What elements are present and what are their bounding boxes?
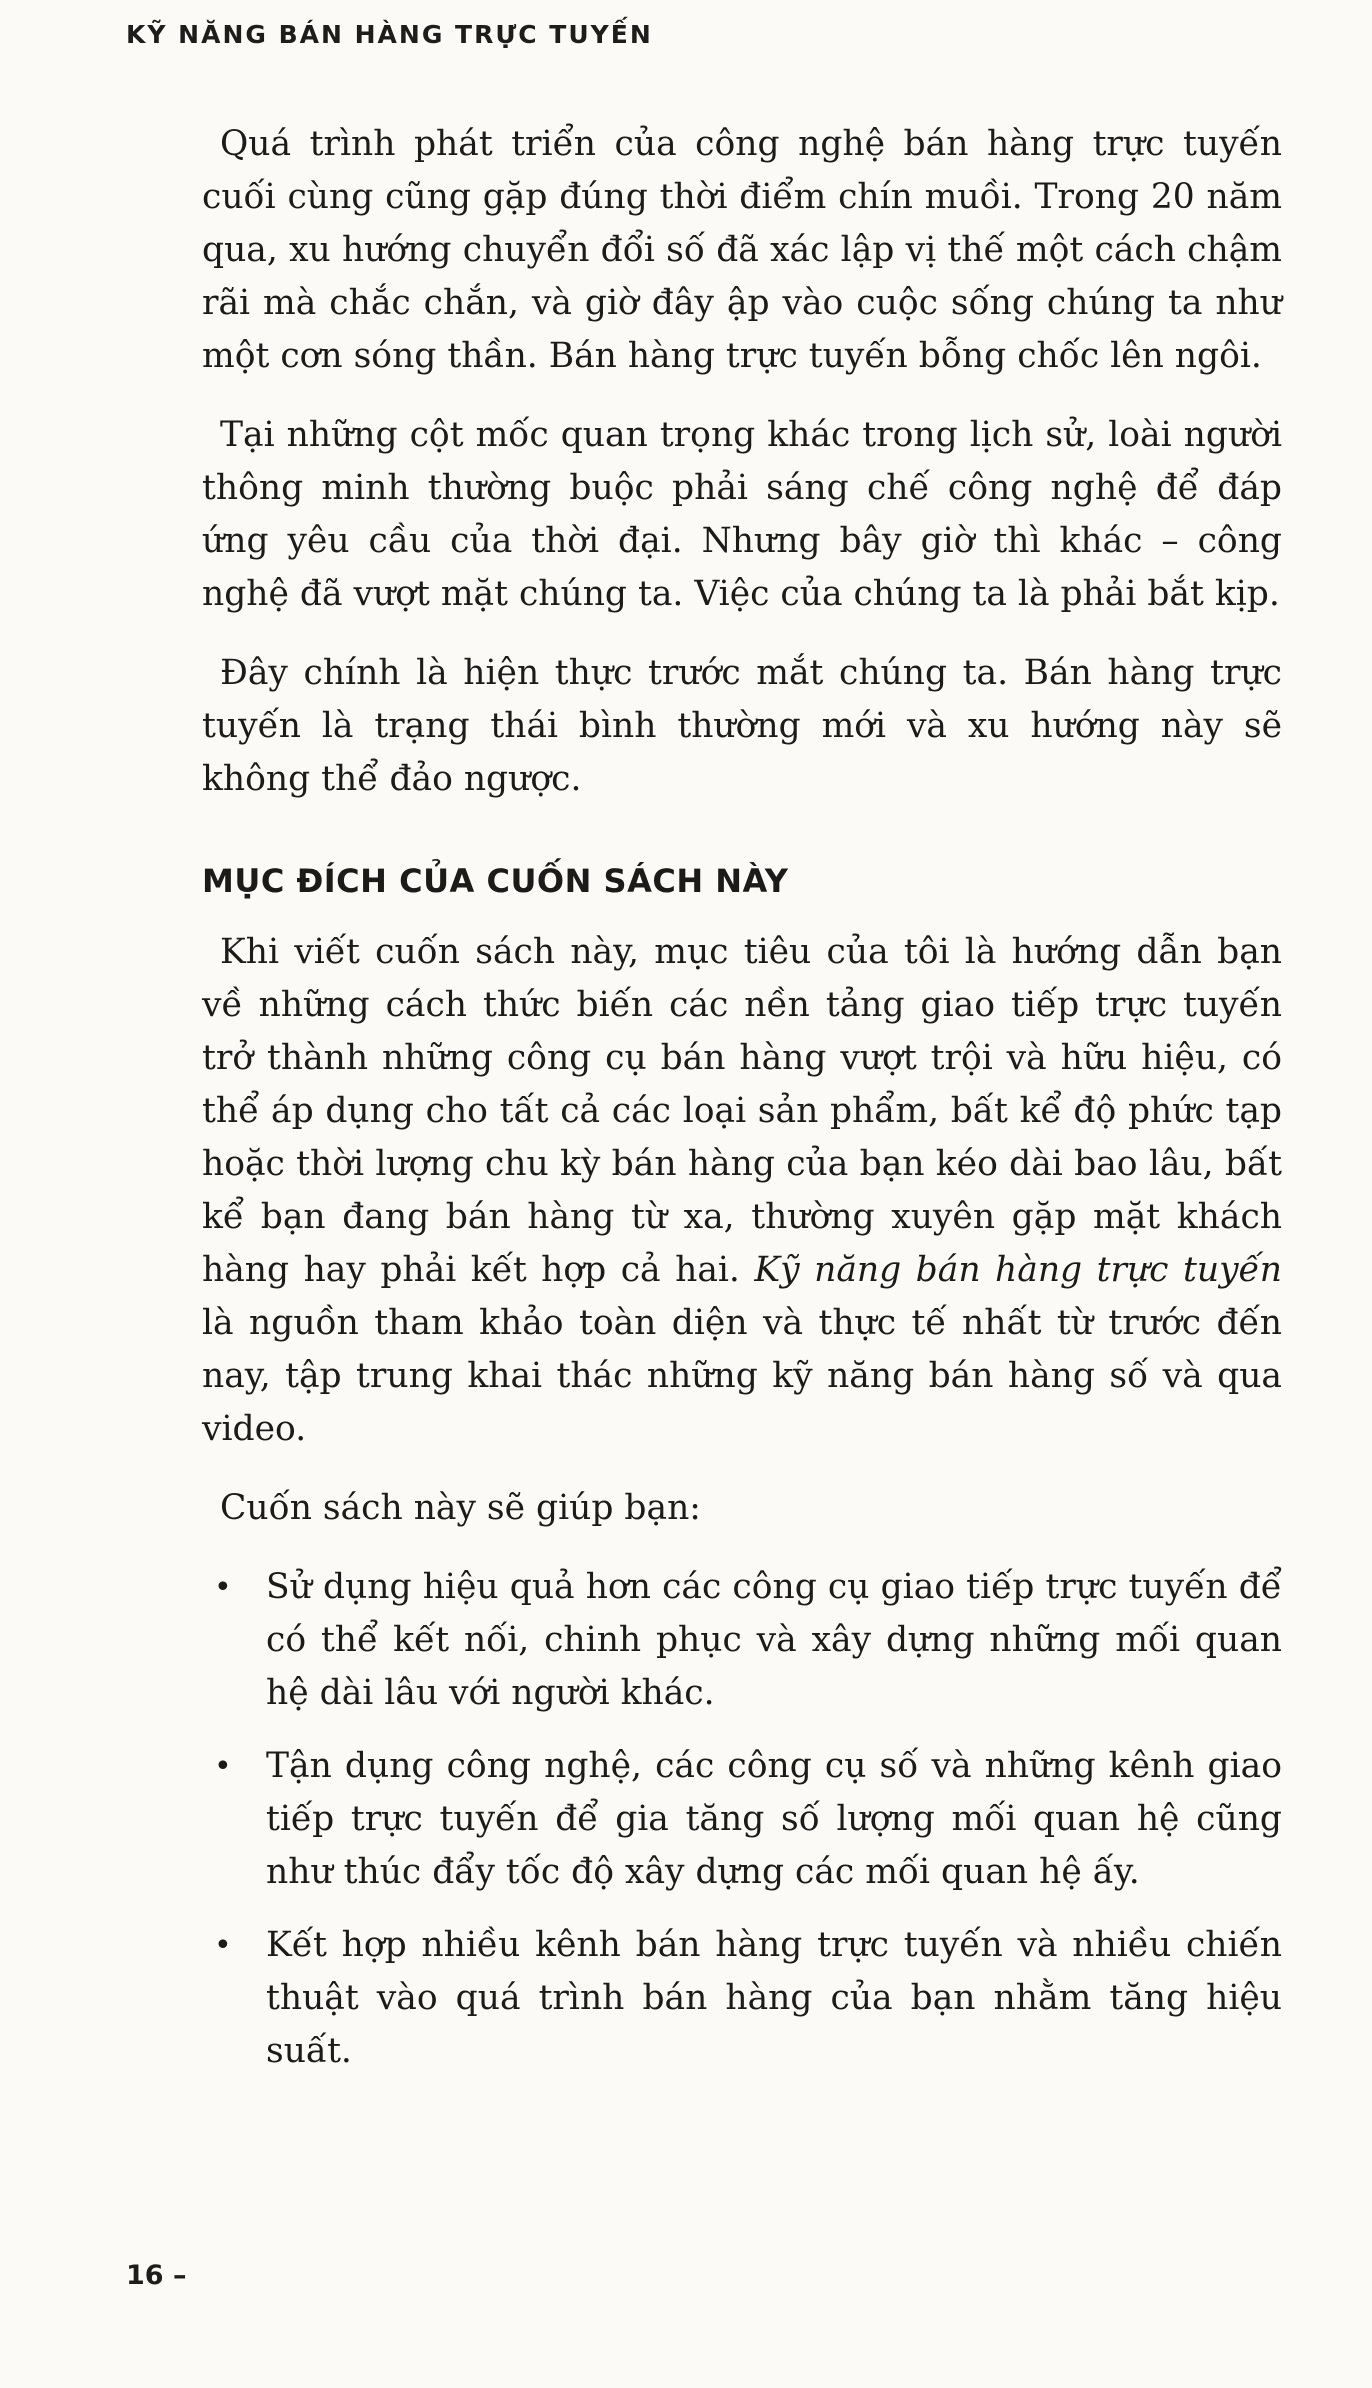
running-header: KỸ NĂNG BÁN HÀNG TRỰC TUYẾN bbox=[126, 20, 653, 49]
section-heading: MỤC ĐÍCH CỦA CUỐN SÁCH NÀY bbox=[202, 862, 789, 900]
intro-text-continued: là nguồn tham khảo toàn diện và thực tế nhất từ trước đến nay, tập trung khai thác những kỹ năng bán hàng số và qua video. bbox=[202, 1303, 1282, 1449]
bullet-icon: • bbox=[214, 1570, 232, 1605]
list-item bbox=[202, 1561, 1282, 1720]
bullet-icon: • bbox=[214, 1928, 232, 1963]
benefit-list bbox=[202, 1561, 1282, 2078]
list-item-text: Sử dụng hiệu quả hơn các công cụ giao tiếp trực tuyến để có thể kết nối, chinh phục và xây dựng những mối quan hệ dài lâu với người khác. bbox=[266, 1567, 1282, 1713]
list-item bbox=[202, 1740, 1282, 1899]
paragraph: Đây chính là hiện thực trước mắt chúng ta. Bán hàng trực tuyến là trạng thái bình thường mới và xu hướng này sẽ không thể đảo ngược. bbox=[202, 653, 1282, 799]
page-number: 16 – bbox=[126, 2260, 187, 2291]
paragraph: Tại những cột mốc quan trọng khác trong lịch sử, loài người thông minh thường buộc phải sáng chế công nghệ để đáp ứng yêu cầu của thời đại. Nhưng bây giờ thì khác – công nghệ đã vượt mặt chúng ta. Việc của chúng ta là phải bắt kịp. bbox=[202, 415, 1282, 614]
list-item-text: Tận dụng công nghệ, các công cụ số và những kênh giao tiếp trực tuyến để gia tăng số lượng mối quan hệ cũng như thúc đẩy tốc độ xây dựng các mối quan hệ ấy. bbox=[266, 1746, 1282, 1892]
book-title-italic: Kỹ năng bán hàng trực tuyến bbox=[754, 1250, 1282, 1290]
bullet-icon: • bbox=[214, 1749, 232, 1784]
paragraph: Quá trình phát triển của công nghệ bán hàng trực tuyến cuối cùng cũng gặp đúng thời điểm chín muồi. Trong 20 năm qua, xu hướng chuyển đổi số đã xác lập vị thế một cách chậm rãi mà chắc chắn, và giờ đây ập vào cuộc sống chúng ta như một cơn sóng thần. Bán hàng trực tuyến bỗng chốc lên ngôi. bbox=[202, 124, 1282, 376]
list-item bbox=[202, 1919, 1282, 2078]
section-intro-paragraph bbox=[202, 926, 1282, 1456]
intro-text: Khi viết cuốn sách này, mục tiêu của tôi là hướng dẫn bạn về những cách thức biến các nền tảng giao tiếp trực tuyến trở thành những công cụ bán hàng vượt trội và hữu hiệu, có thể áp dụng cho tất cả các loại sản phẩm, bất kể độ phức tạp hoặc thời lượng chu kỳ bán hàng của bạn kéo dài bao lâu, bất kể bạn đang bán hàng từ xa, thường xuyên gặp mặt khách hàng hay phải kết hợp cả hai. bbox=[202, 932, 1282, 1290]
list-lead: Cuốn sách này sẽ giúp bạn: bbox=[220, 1488, 701, 1528]
body-text bbox=[202, 118, 1282, 2098]
list-item-text: Kết hợp nhiều kênh bán hàng trực tuyến và nhiều chiến thuật vào quá trình bán hàng của bạn nhằm tăng hiệu suất. bbox=[266, 1925, 1282, 2071]
